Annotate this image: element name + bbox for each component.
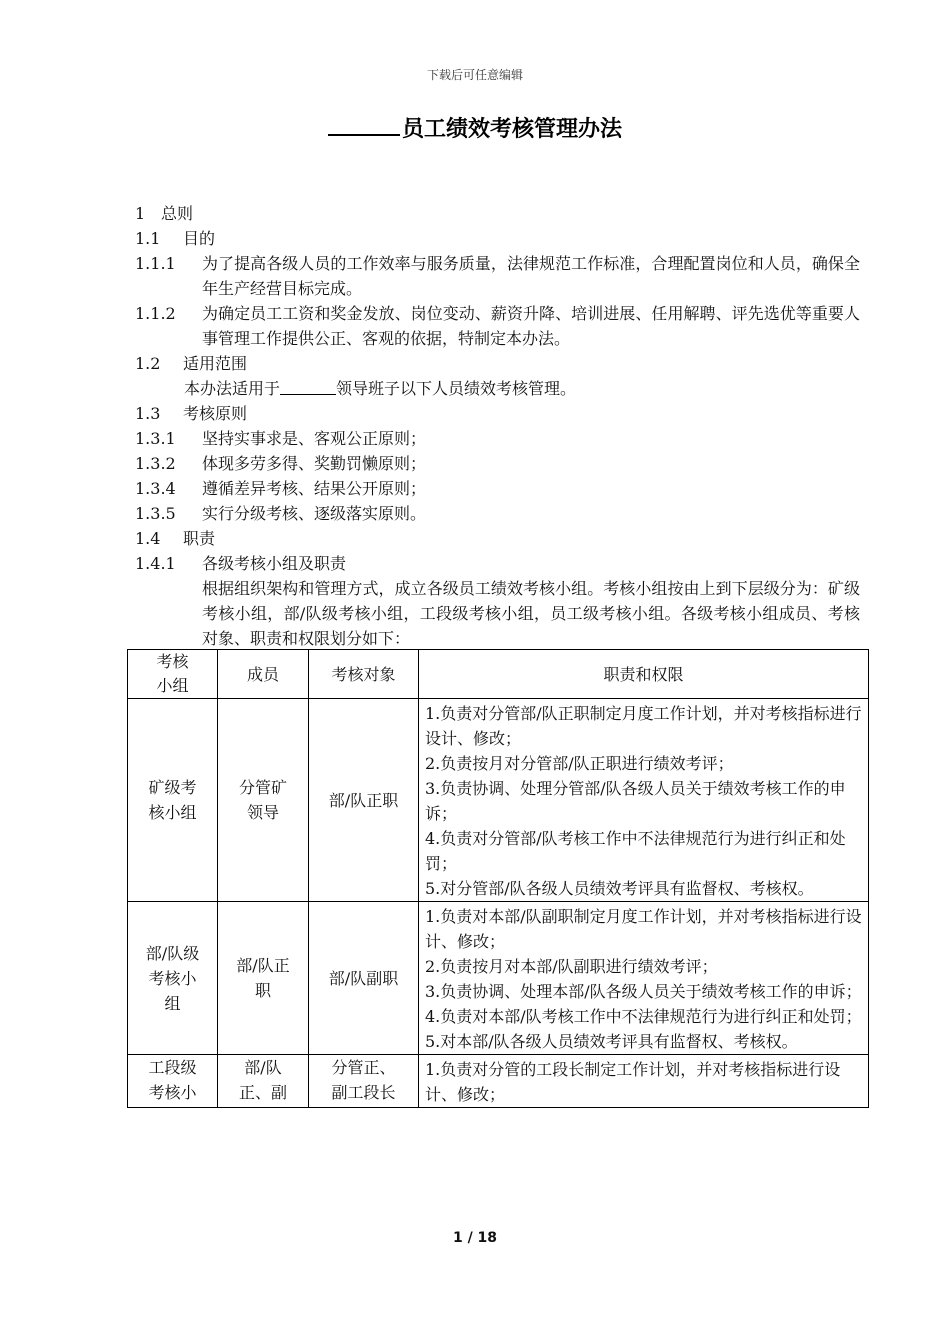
group-line2: 考核小 [148, 1083, 197, 1102]
duty-item: 3.负责协调、处理本部/队各级人员关于绩效考核工作的申诉； [425, 982, 862, 1001]
clause-text: 体现多劳多得、奖勤罚懒原则； [202, 454, 427, 473]
section-number: 1.2 [135, 354, 161, 373]
clause-text: 各级考核小组及职责 [202, 554, 347, 573]
document-body [135, 201, 860, 651]
duty-item: 1.负责对分管部/队正职制定月度工作计划，并对考核指标进行设计、修改； [425, 704, 862, 748]
clause-1-1-2 [135, 301, 860, 351]
table-row [128, 902, 869, 1055]
duty-item: 4.负责对分管部/队考核工作中不法律规范行为进行纠正和处罚； [425, 829, 846, 873]
table-header-row [128, 650, 869, 699]
cell-duties [419, 1055, 869, 1108]
members-line2: 正、副 [238, 1083, 287, 1102]
clause-text: 实行分级考核、逐级落实原则。 [202, 504, 427, 523]
section-heading: 目的 [183, 229, 216, 248]
clause-number: 1.1.2 [135, 304, 176, 323]
target-line2: 副工段长 [331, 1083, 396, 1102]
members-line2: 职 [254, 981, 271, 1000]
members-line1: 部/队 [244, 1058, 282, 1077]
clause-1-3-5 [135, 501, 860, 526]
responsibility-table [127, 649, 869, 1108]
section-number: 1 [135, 204, 146, 223]
duty-item: 4.负责对本部/队考核工作中不法律规范行为进行纠正和处罚； [425, 1007, 862, 1026]
clause-1-4-1-body: 根据组织架构和管理方式，成立各级员工绩效考核小组。考核小组按由上到下层级分为：矿级考核小组，部/队级考核小组，工段级考核小组，员工级考核小组。各级考核小组成员、考核对象、职责和权限划分如下： [202, 579, 860, 648]
document-title [0, 112, 950, 143]
clause-number: 1.1.1 [135, 254, 176, 273]
members-line2: 领导 [246, 803, 279, 822]
header-group-line2: 小组 [156, 676, 189, 695]
header-group [128, 650, 218, 699]
duty-item: 5.对分管部/队各级人员绩效考评具有监督权、考核权。 [425, 879, 814, 898]
duty-item: 2.负责按月对分管部/队正职进行绩效考评； [425, 754, 734, 773]
duty-item: 3.负责协调、处理分管部/队各级人员关于绩效考核工作的申诉； [425, 779, 846, 823]
header-members: 成员 [218, 650, 309, 699]
table-row [128, 699, 869, 902]
duty-item: 1.负责对分管的工段长制定工作计划，并对考核指标进行设计、修改； [425, 1060, 841, 1104]
scope-text [135, 376, 860, 401]
clause-number: 1.3.5 [135, 504, 176, 523]
title-text: 员工绩效考核管理办法 [401, 117, 622, 142]
target-line1: 分管正、 [331, 1058, 396, 1077]
header-target: 考核对象 [309, 650, 419, 699]
clause-1-1-1 [135, 251, 860, 301]
scope-blank [280, 376, 336, 395]
members-line1: 部/队正 [236, 956, 290, 975]
group-line2: 考核小 [148, 968, 197, 988]
clause-number: 1.3.1 [135, 429, 176, 448]
group-line3: 组 [164, 993, 181, 1013]
section-1-3 [135, 401, 860, 426]
section-number: 1.3 [135, 404, 161, 423]
group-line1: 部/队级 [145, 943, 200, 963]
scope-text-after: 领导班子以下人员绩效考核管理。 [336, 379, 577, 398]
cell-duties [419, 902, 869, 1055]
duty-item: 2.负责按月对本部/队副职进行绩效考评； [425, 957, 718, 976]
scope-text-before: 本办法适用于 [184, 379, 281, 398]
clause-1-4-1 [135, 551, 860, 576]
clause-text: 坚持实事求是、客观公正原则； [202, 429, 427, 448]
header-note: 下载后可任意编辑 [426, 68, 523, 82]
cell-duties [419, 699, 869, 902]
cell-group [128, 699, 218, 902]
cell-target: 部/队正职 [309, 699, 419, 902]
clause-1-3-1 [135, 426, 860, 451]
clause-text: 为确定员工工资和奖金发放、岗位变动、薪资升降、培训进展、任用解聘、评先选优等重要人事管理工作提供公正、客观的依据，特制定本办法。 [202, 304, 860, 348]
members-line1: 分管矿 [238, 778, 287, 797]
section-number: 1.1 [135, 229, 161, 248]
section-heading: 总则 [161, 204, 194, 223]
section-1-1 [135, 226, 860, 251]
clause-text: 遵循差异考核、结果公开原则； [202, 479, 427, 498]
clause-number: 1.4.1 [135, 554, 176, 573]
group-line1: 矿级考 [148, 778, 197, 797]
clause-number: 1.3.4 [135, 479, 176, 498]
cell-group [128, 902, 218, 1055]
clause-text: 为了提高各级人员的工作效率与服务质量，法律规范工作标准，合理配置岗位和人员，确保全年生产经营目标完成。 [202, 254, 860, 298]
cell-members [218, 699, 309, 902]
section-1 [135, 201, 860, 226]
clause-1-3-4 [135, 476, 860, 501]
section-number: 1.4 [135, 529, 161, 548]
clause-1-3-2 [135, 451, 860, 476]
section-1-2 [135, 351, 860, 376]
cell-target [309, 1055, 419, 1108]
cell-target: 部/队副职 [309, 902, 419, 1055]
title-blank [328, 114, 400, 136]
section-heading: 职责 [183, 529, 216, 548]
section-1-4 [135, 526, 860, 551]
header-group-line1: 考核 [156, 652, 189, 671]
clause-number: 1.3.2 [135, 454, 176, 473]
cell-group [128, 1055, 218, 1108]
duty-item: 5.对本部/队各级人员绩效考评具有监督权、考核权。 [425, 1032, 798, 1051]
table-row [128, 1055, 869, 1108]
group-line1: 工段级 [148, 1058, 197, 1077]
header-duties: 职责和权限 [419, 650, 869, 699]
cell-members [218, 1055, 309, 1108]
duty-item: 1.负责对本部/队副职制定月度工作计划，并对考核指标进行设计、修改； [425, 907, 862, 951]
group-line2: 核小组 [148, 803, 197, 822]
page-number: 1 / 18 [452, 1230, 498, 1246]
cell-members [218, 902, 309, 1055]
section-heading: 适用范围 [183, 354, 248, 373]
section-heading: 考核原则 [183, 404, 248, 423]
